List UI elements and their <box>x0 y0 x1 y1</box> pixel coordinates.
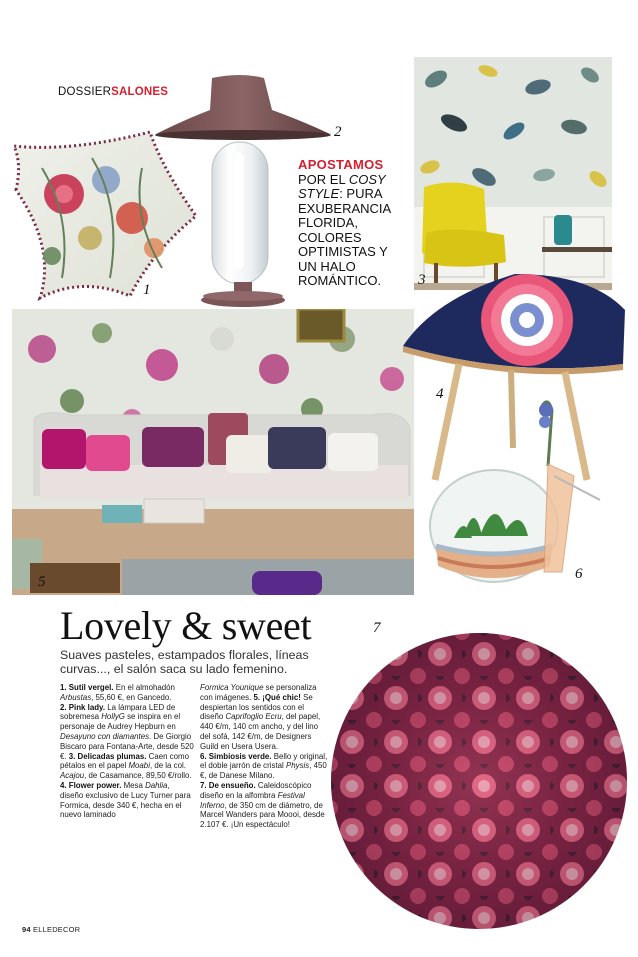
section-label: DOSSIER <box>58 86 112 98</box>
item-3-product: Moabi <box>128 761 150 771</box>
item-5-text-2: , del papel, 440 €/m, 140 cm ancho, y del lino del sofá, 142 €/m, de Designers Guild en Usera Usera. <box>200 712 321 751</box>
item-2-product: HollyG <box>101 712 125 722</box>
terrarium-illustration <box>424 396 614 592</box>
item-6-product: Physis <box>285 761 310 771</box>
photo-number-4: 4 <box>436 386 444 402</box>
article-subtitle: Suaves pasteles, estampados florales, líneas curvas..., el salón saca su lado femenino. <box>60 648 309 676</box>
item-2-text: La lámpara LED de sobremesa <box>60 702 176 722</box>
item-2-text-3: . De Giorgio Biscaro para Fontana-Arte, desde 520 €. <box>60 731 194 761</box>
item-7-product: Festival Inferno <box>200 790 305 810</box>
item-1-product: Arbustas <box>60 692 92 702</box>
item-6-text: Bello y original, el doble jarrón de cristal <box>200 751 328 771</box>
photo-number-6: 6 <box>575 566 583 582</box>
item-4-product: Dahlia <box>145 780 168 790</box>
item-4-head: 4. Flower power. <box>60 780 122 790</box>
item-3-head: 3. Delicadas plumas. <box>68 751 147 761</box>
item-4-material: Formica Younique <box>200 683 264 692</box>
body-column-right <box>200 683 328 830</box>
item-2-text-2: se inspira en el personaje de Audrey Hepburn en <box>60 712 181 732</box>
item-4-text-3: se personaliza con imágenes. <box>200 683 317 702</box>
photo-number-3: 3 <box>418 272 426 288</box>
product-photo-wallpaper-room <box>414 57 612 290</box>
callout-text-2: : PURA EXUBERANCIA FLORIDA, COLORES OPTIMISTAS Y UN HALO ROMÁNTICO. <box>298 186 391 288</box>
callout-italic: COSY STYLE <box>298 171 386 201</box>
callout-text-1: POR EL <box>298 171 349 187</box>
item-3-text-2: , de la col. <box>149 761 186 771</box>
item-2-film: Desayuno con diamantes <box>60 731 150 741</box>
item-1-text: En el almohadón <box>113 683 175 692</box>
item-4-text: Mesa <box>121 780 146 790</box>
item-2-head: 2. Pink lady. <box>60 702 106 712</box>
item-7-text: Caleidoscópico diseño en la alfombra <box>200 780 312 800</box>
item-5-text: Se despiertan los sentidos con el diseño <box>200 692 313 722</box>
product-photo-terrarium <box>424 396 614 592</box>
product-photo-living-room <box>12 309 414 595</box>
item-4-text-2: , diseño exclusivo de Lucy Turner para Formica, desde 340 €, hecha en el nuevo laminado <box>60 780 191 820</box>
item-7-head: 7. De ensueño. <box>200 780 256 790</box>
item-3-text-3: , de Casamance, 89,50 €/rollo. <box>84 771 192 781</box>
item-7-text-2: , de 350 cm de diámetro, de Marcel Wanders para Moooi, desde 2.107 €. ¡Un espectáculo! <box>200 800 325 830</box>
item-5-product: Caprifoglio Ecru <box>225 712 282 722</box>
living-room-illustration <box>12 309 414 595</box>
page-number: 94 <box>22 925 31 934</box>
item-5-head: 5. ¡Qué chic! <box>253 692 301 702</box>
product-photo-cushion <box>12 128 204 308</box>
photo-number-1: 1 <box>143 282 151 298</box>
section-label-accent: SALONES <box>111 86 169 98</box>
photo-number-2: 2 <box>334 124 342 140</box>
rug-illustration <box>330 632 628 930</box>
page-folio <box>22 925 80 934</box>
wallpaper-illustration <box>414 57 612 290</box>
magazine-name: ELLEDECOR <box>33 925 81 934</box>
item-1-head: 1. Sutil vergel. <box>60 683 114 692</box>
cushion-illustration <box>12 128 204 308</box>
item-1-text-2: , 55,60 €, en Gancedo. <box>91 692 172 702</box>
item-3-collection: Acajou <box>60 771 85 781</box>
body-column-left <box>60 683 194 820</box>
item-6-text-2: , 450 €, de Danese Milano. <box>200 761 327 781</box>
callout-lead: APOSTAMOS <box>298 157 384 172</box>
item-3-text: Caen como pétalos en el papel <box>60 751 189 771</box>
product-photo-rug <box>330 632 628 930</box>
article-title: Lovely & sweet <box>60 603 312 648</box>
callout-quote <box>298 158 408 289</box>
photo-number-5: 5 <box>38 574 46 590</box>
photo-number-7: 7 <box>373 620 381 636</box>
item-6-head: 6. Simbiosis verde. <box>200 751 272 761</box>
